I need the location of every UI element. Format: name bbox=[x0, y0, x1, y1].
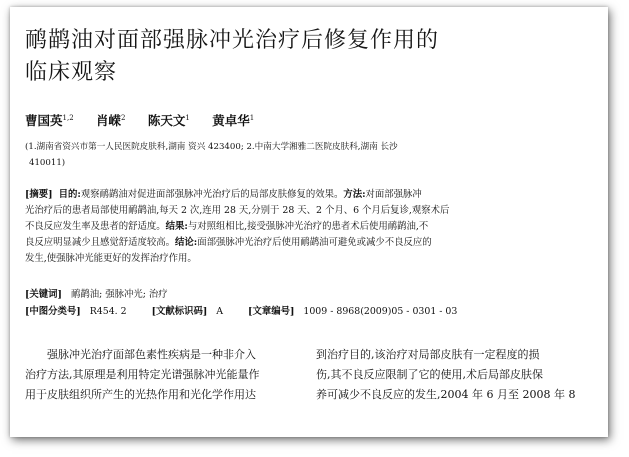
author bbox=[212, 113, 254, 128]
keywords-label: [关键词] bbox=[25, 289, 62, 300]
abstract-line bbox=[25, 187, 605, 203]
author-affiliation-mark: 2 bbox=[121, 113, 126, 122]
author-list bbox=[25, 111, 272, 129]
methods-text-end: 不良反应发生率及患者的舒适度。 bbox=[25, 221, 166, 232]
body-line: 强脉冲光治疗面部色素性疾病是一种非介入 bbox=[25, 348, 256, 361]
body-line: 用于皮肤组织所产生的光热作用和光化学作用达 bbox=[25, 388, 256, 401]
keywords bbox=[25, 287, 605, 303]
clc-value: R454. 2 bbox=[89, 306, 127, 317]
abstract-line bbox=[25, 219, 605, 235]
article-number-label: [文章编号] bbox=[248, 306, 295, 317]
author bbox=[96, 113, 125, 128]
author bbox=[148, 113, 190, 128]
body-column-right bbox=[316, 345, 586, 405]
affiliation-line-1: (1.湖南省资兴市第一人民医院皮肤科,湖南 资兴 423400; 2.中南大学湘雅二医院皮肤科,湖南 长沙 bbox=[25, 142, 398, 152]
abstract-line: 光治疗后的患者局部使用鸸鹋油,每天 2 次,连用 28 天,分别于 28 天、2 个月、6 个月后复诊,观察术后 bbox=[25, 205, 450, 216]
body-line: 到治疗目的,该治疗对局部皮肤有一定程度的损 bbox=[316, 348, 540, 361]
abstract-line: 发生,使强脉冲光能更好的发挥治疗作用。 bbox=[25, 253, 197, 264]
article-page bbox=[10, 7, 608, 437]
body-line: 治疗方法,其原理是利用特定光谱强脉冲光能量作 bbox=[25, 368, 260, 381]
author-name: 黄卓华 bbox=[212, 113, 250, 128]
conclusion-label: 结论: bbox=[175, 237, 198, 248]
title-line-2: 临床观察 bbox=[25, 60, 118, 85]
doc-code-label: [文献标识码] bbox=[151, 306, 208, 317]
body-line: 伤,其不良反应限制了它的使用,术后局部皮肤保 bbox=[316, 368, 543, 381]
purpose-text: 观察鸸鹋油对促进面部强脉冲光治疗后的局部皮肤修复的效果。 bbox=[80, 189, 344, 200]
author-affiliation-mark: 1,2 bbox=[62, 113, 74, 122]
author-affiliation-mark: 1 bbox=[185, 113, 190, 122]
article-title bbox=[25, 25, 545, 89]
results-label: 结果: bbox=[165, 221, 188, 232]
abstract-label: [摘要] bbox=[25, 189, 53, 200]
methods-text-start: 对面部强脉冲 bbox=[365, 189, 422, 200]
classification bbox=[25, 304, 605, 320]
body-line: 养可减少不良反应的发生,2004 年 6 月至 2008 年 8 bbox=[316, 388, 576, 401]
doc-code-value: A bbox=[216, 306, 224, 317]
title-line-1: 鸸鹋油对面部强脉冲光治疗后修复作用的 bbox=[25, 28, 440, 53]
results-text-end: 良反应明显减少且感觉舒适度较高。 bbox=[25, 237, 176, 248]
methods-label: 方法: bbox=[343, 189, 366, 200]
purpose-label: 目的: bbox=[58, 189, 81, 200]
keywords-value: 鸸鹋油; 强脉冲光; 治疗 bbox=[70, 289, 168, 300]
conclusion-text: 面部强脉冲光治疗后使用鸸鹋油可避免或减少不良反应的 bbox=[197, 237, 432, 248]
abstract-line bbox=[25, 235, 605, 251]
abstract bbox=[25, 187, 605, 267]
affiliation bbox=[25, 139, 605, 171]
author-name: 肖嵘 bbox=[96, 113, 122, 128]
author-name: 陈天文 bbox=[147, 113, 186, 128]
author-affiliation-mark: 1 bbox=[249, 113, 255, 122]
author-name: 曹国英 bbox=[25, 113, 63, 128]
body-column-left bbox=[25, 345, 295, 405]
article-number-value: 1009 - 8968(2009)05 - 0301 - 03 bbox=[303, 306, 458, 317]
clc-label: [中图分类号] bbox=[25, 306, 81, 317]
results-text: 与对照组相比,接受强脉冲光治疗的患者术后使用鸸鹋油,不 bbox=[187, 221, 429, 232]
author bbox=[25, 113, 74, 128]
affiliation-line-2: 410011) bbox=[29, 158, 66, 168]
